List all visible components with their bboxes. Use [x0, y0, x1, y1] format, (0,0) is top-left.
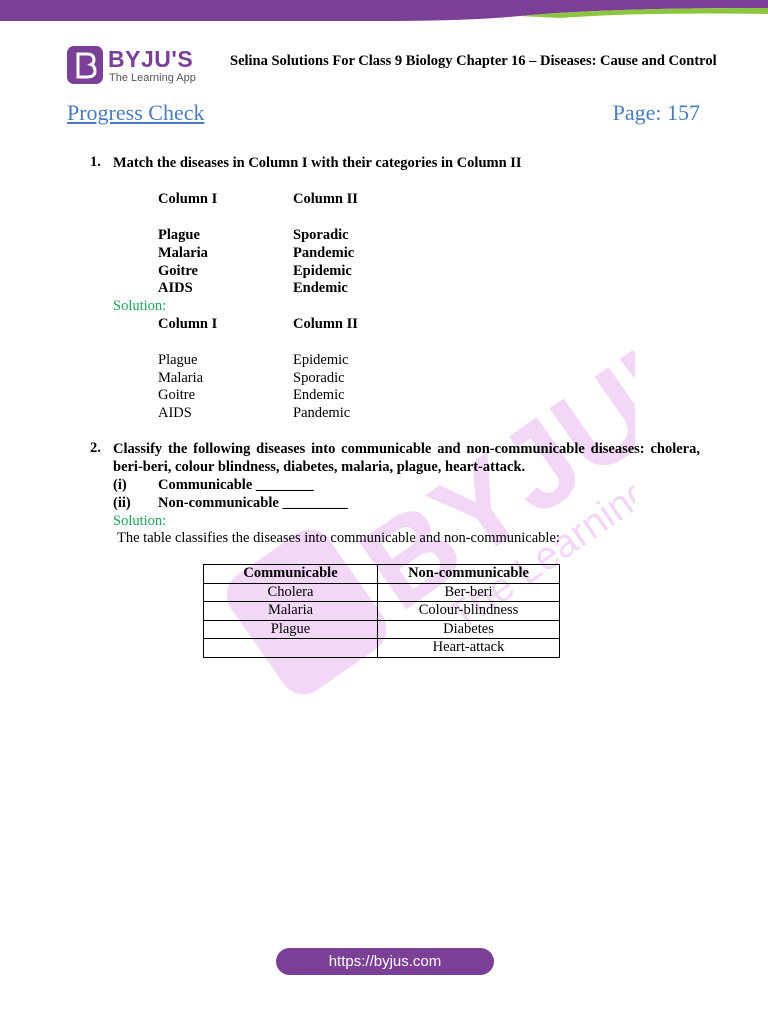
- classification-table: [203, 564, 560, 658]
- q1-number: 1.: [90, 154, 101, 170]
- q1-row-col1: Plague: [158, 227, 200, 243]
- q1-row-col2: Epidemic: [293, 262, 352, 279]
- table-header-non-communicable: Non-communicable: [378, 565, 560, 584]
- q1-answer-col2: Endemic: [293, 387, 345, 403]
- table-header-communicable: Communicable: [204, 565, 378, 584]
- table-header-row: [204, 565, 560, 584]
- q1-col2-header: Column II: [293, 191, 358, 207]
- document-header-title: Selina Solutions For Class 9 Biology Chapter 16 – Diseases: Cause and Control: [230, 53, 717, 69]
- svg-text:The Learning App: The Learning: [440, 468, 635, 640]
- q2-solution-text: The table classifies the diseases into communicable and non-communicable:: [117, 530, 560, 546]
- q2-number: 2.: [90, 440, 101, 456]
- q1-row-col2: Sporadic: [293, 227, 349, 243]
- q1-row-col1: AIDS: [158, 280, 193, 296]
- table-row: [204, 602, 560, 621]
- top-decorative-bar: [0, 0, 768, 22]
- byjus-b-logo-icon: [67, 46, 103, 84]
- q2-sub2-label: (ii): [113, 495, 131, 511]
- q1-row-col2: Pandemic: [293, 244, 355, 261]
- q1-row-col2: Endemic: [293, 280, 348, 296]
- table-row: [204, 583, 560, 602]
- table-cell: Diabetes: [378, 620, 560, 639]
- footer-url-link[interactable]: https://byjus.com: [276, 948, 494, 975]
- table-row: [204, 620, 560, 639]
- q2-sub1-label: (i): [113, 477, 127, 493]
- q1-row-col1: Goitre: [158, 262, 198, 279]
- table-row: [204, 639, 560, 658]
- q1-solution-label: Solution:: [113, 298, 167, 314]
- q1-answer-col1: Malaria: [158, 369, 204, 386]
- q1-answer-col2: Epidemic: [293, 352, 349, 368]
- q1-answer-col2-header: Column II: [293, 316, 358, 332]
- brand-name: BYJU'S: [108, 46, 194, 72]
- svg-text:BYJU'S: BYJU'S: [337, 300, 635, 636]
- q1-answer-col2: Sporadic: [293, 369, 345, 386]
- table-cell: Cholera: [204, 583, 378, 602]
- table-cell: Heart-attack: [378, 639, 560, 658]
- table-cell: Malaria: [204, 602, 378, 621]
- page-number: Page: 157: [612, 100, 700, 125]
- q1-answer-col1: Goitre: [158, 387, 196, 403]
- q2-sub2-text: Non-communicable _________: [158, 495, 348, 511]
- q1-answer-col1: Plague: [158, 352, 198, 368]
- q1-answer-col1: AIDS: [158, 404, 192, 421]
- q1-col1-header: Column I: [158, 191, 218, 207]
- byjus-logo: [67, 46, 207, 88]
- q2-sub1-text: Communicable ________: [158, 477, 314, 493]
- q2-solution-label: Solution:: [113, 512, 167, 529]
- table-cell: [204, 639, 378, 658]
- q1-answer-col1-header: Column I: [158, 316, 218, 332]
- section-title: Progress Check: [67, 100, 205, 125]
- q1-answer-col2: Pandemic: [293, 404, 351, 421]
- q1-text: Match the diseases in Column I with their categories in Column II: [113, 155, 522, 171]
- q2-text: Classify the following diseases into communicable and non-communicable diseases: cholera, beri-beri, colour blindness, diabetes, malaria, plague, heart-attack.: [113, 441, 700, 475]
- table-cell: Colour-blindness: [378, 602, 560, 621]
- table-cell: Plague: [204, 620, 378, 639]
- brand-tagline: The Learning App: [109, 72, 196, 84]
- q1-row-col1: Malaria: [158, 244, 208, 261]
- table-cell: Ber-beri: [378, 583, 560, 602]
